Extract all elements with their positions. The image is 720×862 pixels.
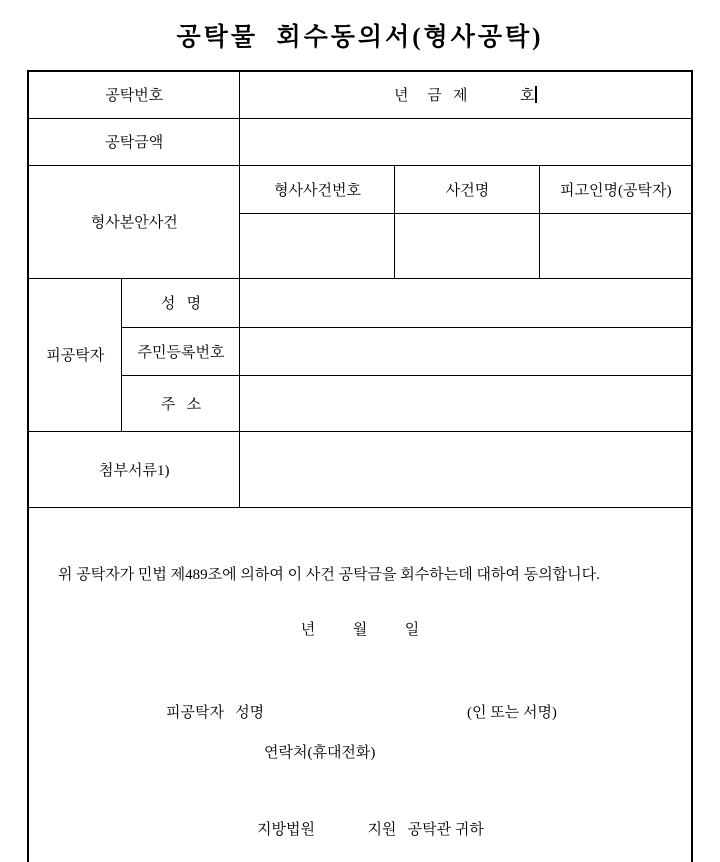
consent-area xyxy=(29,542,691,857)
case-name-field[interactable] xyxy=(395,213,540,278)
criminal-case-number-header: 형사사건번호 xyxy=(240,165,395,213)
criminal-case-number-field[interactable] xyxy=(240,213,395,278)
attachments-label: 첨부서류1) xyxy=(28,431,240,507)
case-name-header: 사건명 xyxy=(395,165,540,213)
attachments-field[interactable] xyxy=(240,431,692,507)
depositee-address-field[interactable] xyxy=(240,375,692,431)
court-addressee-line[interactable]: 지방법원 지원 공탁관 귀하 xyxy=(256,821,484,838)
consent-row xyxy=(28,507,692,862)
contact-phone-label[interactable]: 연락처(휴대전화) xyxy=(263,744,376,761)
text-cursor xyxy=(535,86,537,103)
deposit-number-row xyxy=(28,71,692,118)
deposit-amount-row xyxy=(28,118,692,165)
deposit-amount-label: 공탁금액 xyxy=(28,118,240,165)
seal-or-signature-note: (인 또는 서명) xyxy=(466,704,557,721)
consent-date-line[interactable]: 년 월 일 xyxy=(300,621,420,638)
deposit-number-field[interactable] xyxy=(240,71,692,118)
consent-cell xyxy=(28,507,692,862)
signatory-name-label[interactable]: 피공탁자 성명 xyxy=(165,704,265,721)
consent-statement: 위 공탁자가 민법 제489조에 의하여 이 사건 공탁금을 회수하는데 대하여 동의합니다. xyxy=(57,566,600,583)
criminal-case-header-row xyxy=(28,165,692,213)
depositee-rrn-label: 주민등록번호 xyxy=(122,327,240,375)
attachments-row xyxy=(28,431,692,507)
depositee-rrn-field[interactable] xyxy=(240,327,692,375)
deposit-form-table xyxy=(27,70,693,862)
deposit-number-label: 공탁번호 xyxy=(28,71,240,118)
depositee-name-field[interactable] xyxy=(240,278,692,327)
depositee-name-label: 성 명 xyxy=(122,278,240,327)
document-title: 공탁물 회수동의서(형사공탁) xyxy=(176,24,544,51)
depositee-address-label: 주 소 xyxy=(122,375,240,431)
depositee-name-row xyxy=(28,278,692,327)
depositee-rrn-row xyxy=(28,327,692,375)
depositee-label: 피공탁자 xyxy=(28,278,122,431)
deposit-amount-field[interactable] xyxy=(240,118,692,165)
depositee-address-row xyxy=(28,375,692,431)
deposit-number-text: 년 금 제 호 xyxy=(394,88,535,105)
defendant-name-field[interactable] xyxy=(540,213,692,278)
criminal-case-label: 형사본안사건 xyxy=(28,165,240,278)
defendant-name-header: 피고인명(공탁자) xyxy=(540,165,692,213)
